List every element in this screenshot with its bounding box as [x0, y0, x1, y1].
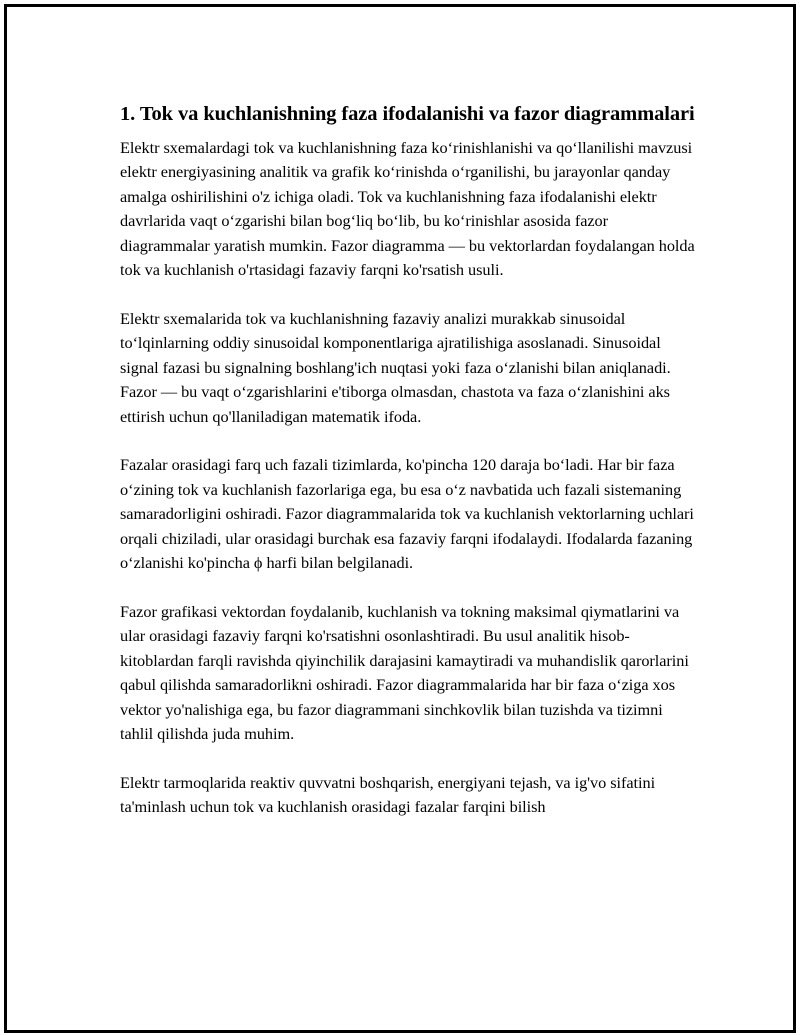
paragraph-3: Fazalar orasidagi farq uch fazali tizimlarda, ko'pincha 120 daraja boʻladi. Har bir faza oʻzining tok va kuchlanish fazorlariga ega, bu esa oʻz navbatida uch fazali sistemaning samaradorligini oshiradi. Fazor diagrammalarida tok va kuchlanish vektorlarning uchlari orqali chiziladi, ular orasidagi burchak esa fazaviy farqni ifodalaydi. Ifodalarda fazaning oʻzlanishi ko'pincha ϕ harfi bilan belgilanadi.	[120, 455, 694, 573]
document-body	[120, 100, 695, 844]
paragraph-4: Fazor grafikasi vektordan foydalanib, kuchlanish va tokning maksimal qiymatlarini va ular orasidagi fazaviy farqni ko'rsatishni osonlashtiradi. Bu usul analitik hisob-kitoblardan farqli ravishda qiyinchilik darajasini kamaytiradi va muhandislik qarorlarini qabul qilishda samaradorlikni oshiradi. Fazor diagrammalarida har bir faza oʻziga xos vektor yo'nalishiga ega, bu fazor diagrammani sinchkovlik bilan tuzishda va tizimni tahlil qilishda juda muhim.	[120, 602, 689, 744]
paragraph-5: Elektr tarmoqlarida reaktiv quvvatni boshqarish, energiyani tejash, va ig'vo sifatini ta'minlash uchun tok va kuchlanish orasidagi fazalar farqini bilish	[120, 772, 656, 817]
page-frame	[4, 4, 796, 1033]
paragraph-2: Elektr sxemalarida tok va kuchlanishning fazaviy analizi murakkab sinusoidal toʻlqinlarning oddiy sinusoidal komponentlariga ajratilishiga asoslanadi. Sinusoidal signal fazasi bu signalning boshlang'ich nuqtasi yoki faza oʻzlanishi bilan aniqlanadi. Fazor — bu vaqt oʻzgarishlarini e'tiborga olmasdan, chastota va faza oʻzlanishini aks ettirish uchun qo'llaniladigan matematik ifoda.	[120, 308, 671, 426]
paragraph-1: Elektr sxemalardagi tok va kuchlanishning faza koʻrinishlanishi va qoʻllanilishi mavzusi elektr energiyasining analitik va grafik koʻrinishda oʻrganilishi, bu jarayonlar qanday amalga oshirilishini o'z ichiga oladi. Tok va kuchlanishning faza ifodalanishi elektr davrlarida vaqt oʻzgarishi bilan bogʻliq boʻlib, bu koʻrinishlar asosida fazor diagrammalar yaratish mumkin. Fazor diagramma — bu vektorlardan foydalangan holda tok va kuchlanish o'rtasidagi fazaviy farqni ko'rsatish usuli.	[120, 138, 695, 280]
section-title: 1. Tok va kuchlanishning faza ifodalanishi va fazor diagrammalari	[120, 103, 695, 125]
